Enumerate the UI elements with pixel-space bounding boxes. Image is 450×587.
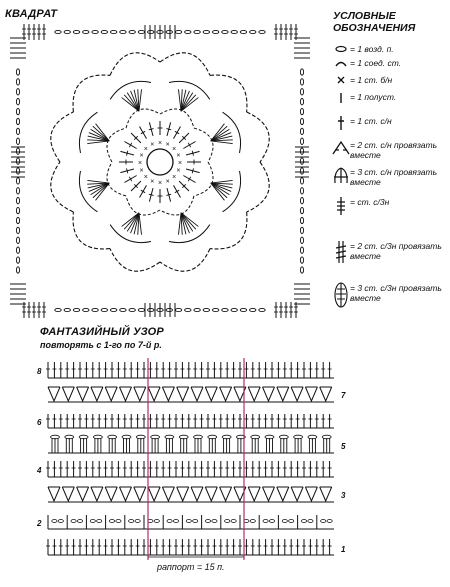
- dc2tog-mark: [220, 487, 232, 501]
- single-crochet-mark: ×: [176, 167, 181, 175]
- dc2tog-mark: [205, 387, 217, 401]
- legend-title-line2: ОБОЗНАЧЕНИЯ: [333, 22, 416, 34]
- dc2tog-mark: [305, 487, 317, 501]
- legend-text: = 1 полуст.: [350, 92, 397, 102]
- row-number-8: 8: [37, 367, 42, 376]
- chain-stitch-mark: [186, 520, 191, 523]
- dc2tog-mark: [48, 487, 60, 501]
- chain-stitch-mark: [58, 520, 63, 523]
- chain-stitch-mark: [327, 520, 332, 523]
- dc2tog-mark: [191, 487, 203, 501]
- chain-stitch-mark: [205, 520, 210, 523]
- dc2tog-mark: [91, 387, 103, 401]
- chain-stitch-mark: [116, 520, 121, 523]
- chain-stitch-mark: [71, 520, 76, 523]
- chain-stitch-mark: [109, 520, 114, 523]
- single-crochet-mark: ×: [143, 145, 148, 153]
- dc2tog-mark: [134, 387, 146, 401]
- chain-stitch-mark: [52, 520, 57, 523]
- dc2tog-mark: [205, 487, 217, 501]
- single-crochet-mark: ×: [172, 145, 177, 153]
- dc2tog-mark: [263, 487, 275, 501]
- chain-stitch-mark: [173, 520, 178, 523]
- legend-text: = 2 ст. с/н провязать вместе: [350, 140, 438, 160]
- row-number-4: 4: [37, 466, 42, 475]
- dc2tog-mark: [48, 387, 60, 401]
- legend-text: = 3 ст. с/н провязать вместе: [350, 167, 438, 187]
- single-crochet-mark: ×: [177, 160, 183, 167]
- single-crochet-mark: ×: [176, 152, 181, 160]
- chain-stitch-mark: [129, 520, 134, 523]
- single-crochet-mark: ×: [165, 141, 170, 149]
- chain-stitch-mark: [90, 520, 95, 523]
- dc2tog-mark: [105, 387, 117, 401]
- dc2tog-mark: [305, 387, 317, 401]
- dc2tog-mark: [62, 487, 74, 501]
- chain-stitch-mark: [77, 520, 82, 523]
- row-number-5: 5: [341, 442, 346, 451]
- dc2tog-mark: [248, 387, 260, 401]
- single-crochet-mark: ×: [150, 141, 155, 149]
- dc2tog-mark: [91, 487, 103, 501]
- row-number-2: 2: [37, 519, 42, 528]
- single-crochet-mark: ×: [157, 180, 163, 187]
- dc2tog-mark: [320, 387, 332, 401]
- chain-stitch-mark: [301, 520, 306, 523]
- chain-stitch-mark: [167, 520, 172, 523]
- chain-stitch-mark: [154, 520, 159, 523]
- legend-title-line1: УСЛОВНЫЕ: [333, 10, 396, 22]
- row-number-1: 1: [341, 545, 346, 554]
- legend-text: = ст. с/3н: [350, 197, 390, 207]
- row-number-6: 6: [37, 418, 42, 427]
- single-crochet-mark: ×: [165, 178, 170, 186]
- dc2tog-mark: [77, 487, 89, 501]
- dc2tog-mark: [248, 487, 260, 501]
- dc2tog-mark: [148, 387, 160, 401]
- fancy-subtitle: повторять с 1-го по 7-й р.: [40, 340, 162, 350]
- square-title: КВАДРАТ: [5, 8, 58, 20]
- legend-text: = 2 ст. с/3н провязать вместе: [350, 241, 442, 261]
- dc2tog-mark: [220, 387, 232, 401]
- chain-stitch-mark: [263, 520, 268, 523]
- single-crochet-mark: ×: [150, 178, 155, 186]
- dc2tog-mark: [291, 387, 303, 401]
- single-crochet-mark: ×: [139, 152, 144, 160]
- dc2tog-mark: [148, 487, 160, 501]
- chain-stitch-mark: [97, 520, 102, 523]
- chain-stitch-mark: [135, 520, 140, 523]
- single-crochet-mark: ×: [172, 174, 177, 182]
- row-number-3: 3: [341, 491, 346, 500]
- legend-text: = 1 возд. п.: [350, 44, 394, 54]
- single-crochet-mark: ×: [157, 140, 163, 147]
- chain-stitch-mark: [321, 520, 326, 523]
- dc2tog-mark: [291, 487, 303, 501]
- dc2tog-mark: [62, 387, 74, 401]
- legend-text: = 3 ст. с/3н провязать вместе: [350, 283, 442, 303]
- dc2tog-mark: [191, 387, 203, 401]
- dc2tog-mark: [134, 487, 146, 501]
- dc2tog-mark: [120, 487, 132, 501]
- single-crochet-mark: ×: [143, 174, 148, 182]
- dc2tog-mark: [162, 487, 174, 501]
- legend-text: = 1 соед. ст.: [350, 58, 402, 68]
- chain-stitch-mark: [289, 520, 294, 523]
- chain-stitch-mark: [250, 520, 255, 523]
- single-crochet-mark: ×: [139, 167, 144, 175]
- dc2tog-mark: [105, 487, 117, 501]
- chain-stitch-mark: [212, 520, 217, 523]
- dc2tog-mark: [277, 387, 289, 401]
- dc2tog-mark: [77, 387, 89, 401]
- rapport-label: раппорт = 15 п.: [157, 562, 225, 572]
- legend-text: = 1 ст. б/н: [350, 75, 393, 85]
- chain-stitch-mark: [225, 520, 230, 523]
- legend-text: = 1 ст. с/н: [350, 116, 392, 126]
- dc2tog-mark: [277, 487, 289, 501]
- chain-stitch-mark: [231, 520, 236, 523]
- dc2tog-mark: [162, 387, 174, 401]
- chain-stitch-mark: [282, 520, 287, 523]
- single-crochet-mark: ×: [137, 160, 143, 167]
- chain-stitch-mark: [308, 520, 313, 523]
- dc2tog-mark: [120, 387, 132, 401]
- dc2tog-mark: [177, 487, 189, 501]
- row-number-7: 7: [341, 391, 346, 400]
- chain-stitch-mark: [269, 520, 274, 523]
- dc2tog-mark: [320, 487, 332, 501]
- fancy-title: ФАНТАЗИЙНЫЙ УЗОР: [40, 326, 164, 338]
- chain-stitch-mark: [193, 520, 198, 523]
- dc2tog-mark: [263, 387, 275, 401]
- dc2tog-mark: [177, 387, 189, 401]
